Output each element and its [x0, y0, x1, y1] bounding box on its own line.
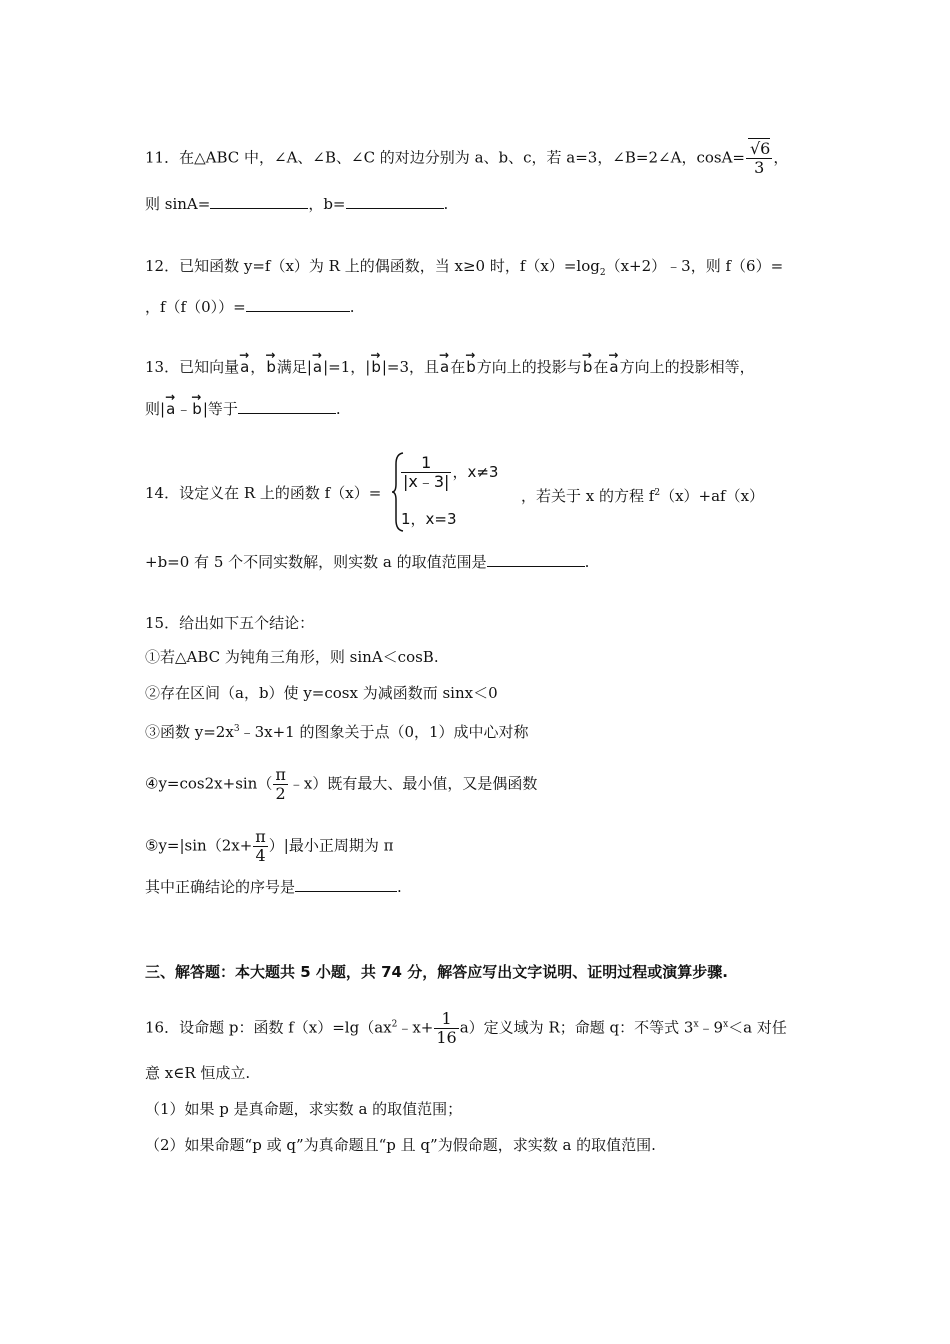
vector-b: → b	[582, 357, 594, 377]
vector-b: → b	[191, 399, 203, 419]
q16-part-2: （2）如果命题“p 或 q”为真命题且“p 且 q”为假命题，求实数 a 的取值范围.	[145, 1136, 656, 1154]
q14-line1-right: ，若关于 x 的方程 $f^2(x)+af(x)$	[521, 487, 765, 505]
q15-ask: 其中正确结论的序号是 .	[145, 878, 402, 896]
q15-statement-2: ②存在区间（a，b）使 y=cosx 为减函数而 sinx＜0	[145, 684, 498, 702]
answer-blank[interactable]	[487, 552, 585, 567]
q12-line2: ，f（f（0））= .	[145, 298, 355, 316]
one-over-sixteen-fraction: $\frac{1}{16}$	[436, 1009, 457, 1047]
vector-b: → b	[465, 357, 477, 377]
q14-case2: 1，x=3	[401, 510, 457, 528]
q15-statement-5: ⑤y=|sin（2x+ $\frac{\pi}{4}$ ）|最小正周期为 π	[145, 827, 394, 865]
q11-line1: 11．在△ABC 中，∠A、∠B、∠C 的对边分别为 a、b、c，若 a=3，∠B=2∠A，cosA= $\frac{√6}{3}$ ，	[145, 139, 789, 177]
vector-b: → b	[265, 357, 277, 377]
q13-line1: 13．已知向量→ a，→ b满足|→ a|=1，|→ b|=3，且→ a在→ b方向上的投影与→ b在→ a方向上的投影相等，	[145, 357, 755, 377]
q14-line2: +b=0 有 5 个不同实数解，则实数 a 的取值范围是 .	[145, 553, 590, 571]
pi-over-2-fraction: $\frac{\pi}{2}$	[275, 765, 286, 803]
q12-line1: 12．已知函数 y=f（x）为 R 上的偶函数，当 x≥0 时，$f(x)=\log_2(x+2)﹣3$，则 f（6）=	[145, 257, 784, 278]
answer-blank[interactable]	[295, 877, 397, 892]
q14-case1: $\frac{1}{|x﹣3|}$ ，x≠3	[403, 453, 499, 491]
section-heading: 三、解答题：本大题共 5 小题，共 74 分，解答应写出文字说明、证明过程或演算步骤.	[145, 963, 728, 981]
q13-line2: 则|→ a﹣→ b|等于 .	[145, 399, 341, 419]
answer-blank[interactable]	[238, 399, 336, 414]
q15-statement-4: ④y=cos2x+sin（ $\frac{\pi}{2}$ ﹣x）既有最大、最小值，又是偶函数	[145, 765, 538, 803]
q16-line1: 16．设命题 p：函数 $f(x)=\lg(ax^2﹣x+$ $\frac{1}{16}$ a）定义域为 R；命题 q：不等式 $3^x﹣9^x<a$ 对任	[145, 1009, 787, 1047]
vector-a: → a	[608, 357, 619, 377]
q14-line1-left: 14．设定义在 R 上的函数 f（x）=	[145, 484, 382, 502]
q16-part-1: （1）如果 p 是真命题，求实数 a 的取值范围；	[145, 1100, 463, 1118]
vector-a: → a	[439, 357, 450, 377]
pi-over-4-fraction: $\frac{\pi}{4}$	[255, 827, 266, 865]
q16-line2: 意 x∈R 恒成立.	[145, 1064, 251, 1082]
answer-blank[interactable]	[346, 194, 444, 209]
vector-a: → a	[312, 357, 323, 377]
q15-statement-3: ③函数 $y=2x^3﹣3x+1$ 的图象关于点（0，1）成中心对称	[145, 723, 529, 741]
q15-statement-1: ①若△ABC 为钝角三角形，则 sinA＜cosB.	[145, 648, 439, 666]
q15-intro: 15．给出如下五个结论：	[145, 614, 315, 632]
q11-line2: 则 sinA= ，b= .	[145, 195, 449, 213]
q11-cos-fraction: $\frac{√6}{3}$	[746, 140, 772, 177]
q14-fraction: $\frac{1}{|x﹣3|}$	[403, 453, 450, 491]
vector-b: → b	[370, 357, 382, 377]
answer-blank[interactable]	[210, 194, 308, 209]
answer-blank[interactable]	[246, 297, 350, 312]
vector-a: → a	[165, 399, 176, 419]
vector-a: → a	[239, 357, 250, 377]
